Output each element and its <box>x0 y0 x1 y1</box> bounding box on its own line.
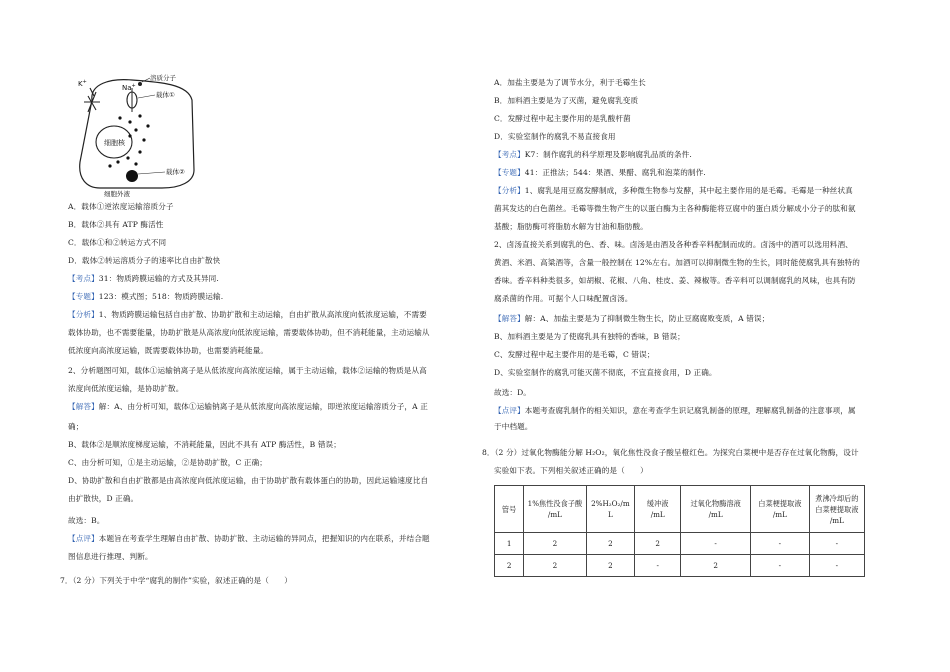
line-text: 31：物质跨膜运输的方式及其异同. <box>98 274 219 283</box>
line-text: 1、物质跨膜运输包括自由扩散、协助扩散和主动运输，自由扩散从高浓度向低浓度运输，不需要 <box>98 310 427 319</box>
section-tag: 【分析】 <box>68 310 99 319</box>
header-cell: 1%焦性没食子酸 /mL <box>524 486 586 533</box>
left-text-line <box>68 327 430 338</box>
left-text-line <box>68 493 138 504</box>
line-text: A．载体①逆浓度运输溶质分子 <box>68 202 174 211</box>
line-text: 8．（2 分）过氧化物酶能分解 H₂O₂，氧化焦性没食子酸呈橙红色。为探究白菜梗中是否存在过氧化物酶，设计 <box>482 448 859 457</box>
header-cell: 过氧化物酶溶液 /mL <box>681 486 751 533</box>
right-text-line <box>494 113 631 124</box>
line-text: 123：模式图；518：物质跨膜运输. <box>98 292 224 301</box>
line-text: 实验如下表。下列相关叙述正确的是（ ） <box>494 466 648 475</box>
table-row: 2 2 2 - 2 - - <box>495 555 865 577</box>
table-row: 1 2 2 2 - - - <box>495 533 865 555</box>
header-cell: 缓冲液 /mL <box>635 486 681 533</box>
carrier1-label: 载体① <box>156 91 175 99</box>
right-text-line <box>494 167 706 178</box>
right-text-line <box>494 275 856 286</box>
right-text-line <box>494 185 853 196</box>
line-text: 7．（2 分）下列关于中学“腐乳的制作”实验，叙述正确的是（ ） <box>60 576 292 585</box>
header-cell: 管号 <box>495 486 524 533</box>
right-text-line <box>494 313 769 324</box>
k-label: K+ <box>78 79 87 88</box>
right-text-line <box>494 149 692 160</box>
nucleus-label: 细胞核 <box>104 139 125 147</box>
line-text: 菌其发达的白色菌丝。毛霉等微生物产生的以蛋白酶为主各种酶能将豆腐中的蛋白质分解成小分子的肽和氨 <box>494 204 856 213</box>
line-text: 解：A、由分析可知，载体①运输钠离子是从低浓度向高浓度运输，即逆浓度运输溶质分子，A 正 <box>98 402 428 411</box>
line-text: 于中档题。 <box>494 422 533 431</box>
left-text-line <box>68 345 268 356</box>
left-text-line <box>68 533 430 544</box>
right-text-line <box>494 95 638 106</box>
line-text: 故选：B。 <box>68 516 105 525</box>
section-tag: 【专题】 <box>68 292 99 301</box>
line-text: 41：正推法；544：果酒、果醋、腐乳和泡菜的制作. <box>524 168 706 177</box>
line-text: K7：制作腐乳的科学原理及影响腐乳品质的条件. <box>524 150 692 159</box>
left-text-line <box>68 237 166 248</box>
line-text: 由扩散快，D 正确。 <box>68 494 139 503</box>
line-text: B、载体②是顺浓度梯度运输，不消耗能量，因此不具有 ATP 酶活性，B 错误； <box>68 440 341 449</box>
right-text-line <box>494 331 685 342</box>
left-text-line <box>68 219 164 230</box>
left-text-line <box>68 309 427 320</box>
right-text-line <box>494 367 717 378</box>
line-text: 基酸；脂肪酶可将脂肪水解为甘油和脂肪酸。 <box>494 222 648 231</box>
left-text-line <box>68 439 341 450</box>
line-text: 黄酒、米酒、高粱酒等，含量一般控制在 12%左右。加酒可以抑制微生物的生长，同时能使腐乳具有独特的 <box>494 258 860 267</box>
header-cell: 煮沸冷却后的 白菜梗提取液 /mL <box>809 486 864 533</box>
line-text: 载体协助，也不需要能量，协助扩散是从高浓度向低浓度运输，需要载体协助，但不消耗能量，主动运输从 <box>68 328 430 337</box>
right-text-line <box>494 239 853 250</box>
line-text: C、发酵过程中起主要作用的是毛霉，C 错误； <box>494 350 655 359</box>
line-text: 香味。香辛料种类很多，如胡椒、花椒、八角、桂皮、姜、辣椒等。香辛料可以调制腐乳的风味，也具有防 <box>494 276 856 285</box>
header-cell: 白菜梗提取液 /mL <box>750 486 809 533</box>
right-text-line <box>494 203 856 214</box>
section-tag: 【考点】 <box>68 274 99 283</box>
left-text-line <box>68 475 428 486</box>
left-text-line <box>60 575 292 586</box>
solute-label: 溶质分子 <box>150 74 176 82</box>
line-text: D．实验室制作的腐乳不易直接食用 <box>494 132 616 141</box>
line-text: 本题考查腐乳制作的相关知识，意在考查学生识记腐乳制备的原理，理解腐乳制备的注意事项，属 <box>524 406 856 415</box>
section-tag: 【考点】 <box>494 150 525 159</box>
carrier-2 <box>126 170 138 182</box>
left-text-line <box>68 515 104 526</box>
line-text: D、协助扩散和自由扩散都是由高浓度向低浓度运输，由于协助扩散有载体蛋白的协助，因此运输速度比自 <box>68 476 429 485</box>
cell-transport-figure <box>70 70 230 198</box>
line-text: 腐杀菌的作用。可据个人口味配置卤汤。 <box>494 294 633 303</box>
left-text-line <box>68 291 223 302</box>
right-text-line <box>494 465 648 476</box>
right-text-line <box>494 349 655 360</box>
right-text-line <box>494 405 856 416</box>
section-tag: 【专题】 <box>494 168 525 177</box>
right-text-line <box>482 447 859 458</box>
line-text: B．加料酒主要是为了灭菌，避免腐乳变质 <box>494 96 639 105</box>
table-header-row <box>495 486 865 533</box>
line-text: 本题旨在考查学生理解自由扩散、协助扩散、主动运输的异同点，把握知识的内在联系，并结合题 <box>98 534 430 543</box>
carrier2-label: 载体② <box>166 168 185 176</box>
right-text-line <box>494 131 616 142</box>
line-text: 故选：D。 <box>494 388 531 397</box>
line-text: 解：A、加盐主要是为了抑制微生物生长，防止豆腐腐败变质，A 错误； <box>524 314 770 323</box>
left-text-line <box>68 255 220 266</box>
right-text-line <box>494 257 860 268</box>
right-text-line <box>494 293 633 304</box>
outside-label: 细胞外液 <box>104 190 130 198</box>
line-text: B．载体②具有 ATP 酶活性 <box>68 220 164 229</box>
section-tag: 【解答】 <box>68 402 99 411</box>
line-text: 2、分析题图可知，载体①运输钠离子是从低浓度向高浓度运输，属于主动运输，载体②运输的物质是从高 <box>68 366 427 375</box>
line-text: 1、腐乳是用豆腐发酵制成，多种微生物参与发酵，其中起主要作用的是毛霉。毛霉是一种丝状真 <box>524 186 853 195</box>
left-text-line <box>68 273 219 284</box>
line-text: C．发酵过程中起主要作用的是乳酸杆菌 <box>494 114 631 123</box>
line-text: A．加盐主要是为了调节水分，利于毛霉生长 <box>494 78 646 87</box>
left-text-line <box>68 201 174 212</box>
left-text-line <box>68 365 427 376</box>
line-text: C．载体①和②转运方式不同 <box>68 238 167 247</box>
left-text-line <box>68 457 267 468</box>
right-text-line <box>494 421 532 432</box>
na-label: Na+ <box>122 83 136 92</box>
right-text-line <box>494 387 531 398</box>
line-text: 2、卤汤直接关系到腐乳的色、香、味。卤汤是由酒及各种香辛料配制而成的。卤汤中的酒可以选用料酒、 <box>494 240 853 249</box>
right-text-line <box>494 221 648 232</box>
left-text-line <box>68 551 153 562</box>
line-text: 低浓度向高浓度运输，既需要载体协助，也需要消耗能量。 <box>68 346 269 355</box>
left-text-line <box>68 383 183 394</box>
line-text: 图信息进行推理、判断。 <box>68 552 153 561</box>
line-text: 浓度向低浓度运输，是协助扩散。 <box>68 384 184 393</box>
header-cell: 2%H₂O₂/m L <box>586 486 634 533</box>
section-tag: 【解答】 <box>494 314 525 323</box>
line-text: D．载体②转运溶质分子的速率比自由扩散快 <box>68 256 221 265</box>
line-text: 确； <box>68 422 84 431</box>
line-text: B、加料酒主要是为了使腐乳具有独特的香味，B 错误； <box>494 332 685 341</box>
line-text: D、实验室制作的腐乳可能灭菌不彻底，不宜直接食用，D 正确。 <box>494 368 717 377</box>
experiment-table <box>494 485 865 577</box>
section-tag: 【分析】 <box>494 186 525 195</box>
line-text: C、由分析可知，①是主动运输，②是协助扩散，C 正确； <box>68 458 267 467</box>
section-tag: 【点评】 <box>494 406 525 415</box>
left-text-line <box>68 401 428 412</box>
right-text-line <box>494 77 646 88</box>
left-text-line <box>68 421 83 432</box>
section-tag: 【点评】 <box>68 534 99 543</box>
